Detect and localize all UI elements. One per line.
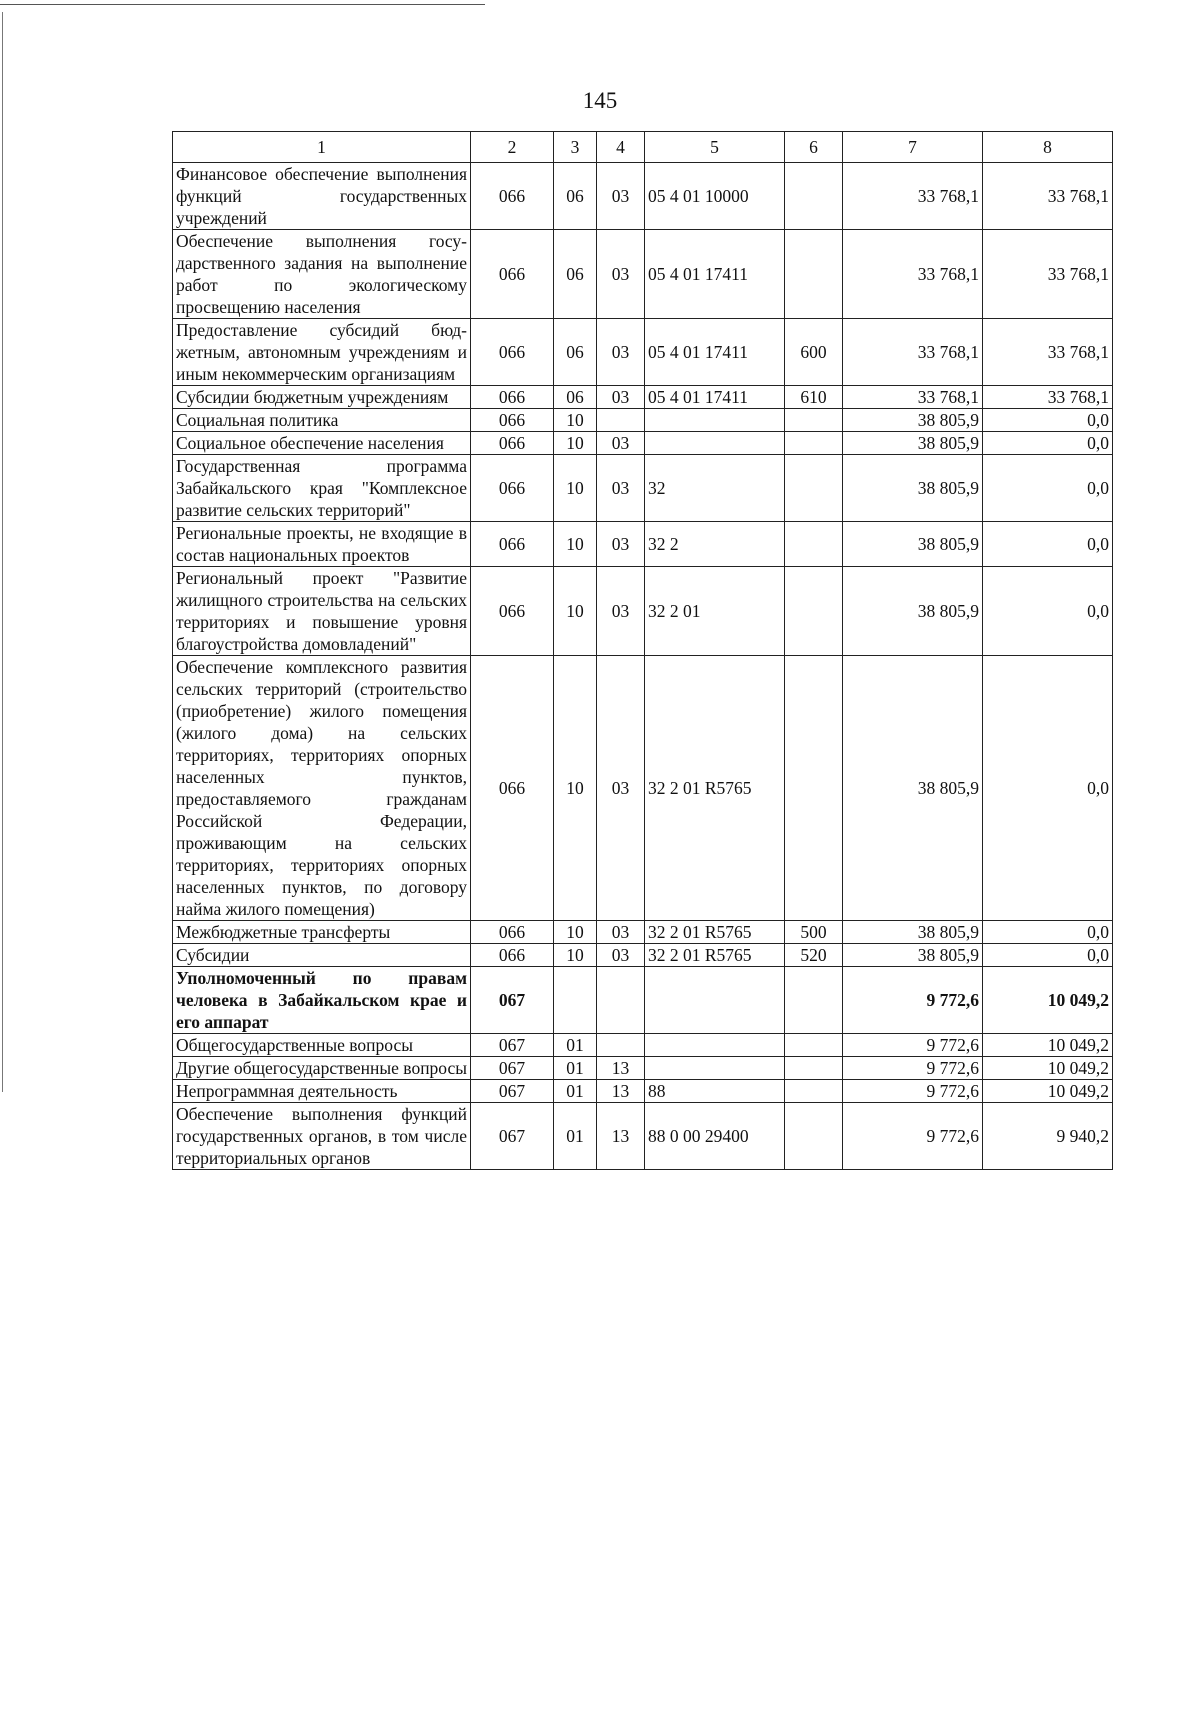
row-section-cell: 10: [554, 921, 597, 944]
row-expense-type-cell: 600: [785, 319, 843, 386]
row-amount-cell: 0,0: [983, 432, 1113, 455]
table-row: [173, 967, 1113, 1034]
row-code-cell: 067: [471, 967, 554, 1034]
row-section-cell: 10: [554, 656, 597, 921]
table-row: [173, 1080, 1113, 1103]
row-target-article-cell: 05 4 01 17411: [645, 319, 785, 386]
row-section-cell: 01: [554, 1103, 597, 1170]
row-code-cell: 066: [471, 163, 554, 230]
row-amount-cell: 38 805,9: [843, 522, 983, 567]
row-amount-cell: 33 768,1: [983, 230, 1113, 319]
table-row: [173, 522, 1113, 567]
row-subsection-cell: 03: [597, 944, 645, 967]
row-amount-cell: 33 768,1: [983, 163, 1113, 230]
row-expense-type-cell: 610: [785, 386, 843, 409]
table-row: [173, 921, 1113, 944]
row-target-article-cell: 32 2 01 R5765: [645, 944, 785, 967]
row-section-cell: [554, 967, 597, 1034]
row-section-cell: 10: [554, 432, 597, 455]
row-subsection-cell: 03: [597, 921, 645, 944]
row-subsection-cell: [597, 967, 645, 1034]
row-code-cell: 067: [471, 1103, 554, 1170]
row-target-article-cell: [645, 1057, 785, 1080]
column-header: 1: [173, 132, 471, 163]
row-expense-type-cell: [785, 455, 843, 522]
row-expense-type-cell: [785, 522, 843, 567]
row-amount-cell: 33 768,1: [843, 319, 983, 386]
row-code-cell: 067: [471, 1057, 554, 1080]
row-section-cell: 10: [554, 455, 597, 522]
row-code-cell: 067: [471, 1080, 554, 1103]
row-subsection-cell: 03: [597, 522, 645, 567]
row-section-cell: 06: [554, 386, 597, 409]
row-expense-type-cell: [785, 1103, 843, 1170]
column-header: 3: [554, 132, 597, 163]
row-code-cell: 066: [471, 567, 554, 656]
row-code-cell: 066: [471, 409, 554, 432]
row-name-cell: Непрограммная деятельность: [173, 1080, 471, 1103]
row-amount-cell: 9 772,6: [843, 1080, 983, 1103]
row-expense-type-cell: [785, 656, 843, 921]
row-target-article-cell: [645, 409, 785, 432]
row-section-cell: 10: [554, 522, 597, 567]
row-expense-type-cell: [785, 432, 843, 455]
row-name-cell: Субсидии бюджетным учреждениям: [173, 386, 471, 409]
row-target-article-cell: [645, 1034, 785, 1057]
row-section-cell: 01: [554, 1034, 597, 1057]
scan-edge-left: [2, 12, 3, 1092]
row-subsection-cell: 03: [597, 386, 645, 409]
row-amount-cell: 33 768,1: [843, 163, 983, 230]
row-code-cell: 066: [471, 319, 554, 386]
row-amount-cell: 0,0: [983, 921, 1113, 944]
table-row: [173, 1103, 1113, 1170]
row-subsection-cell: 03: [597, 567, 645, 656]
table-row: [173, 409, 1113, 432]
page-number: 145: [582, 88, 618, 113]
row-name-cell: Региональные проекты, не входящие в состав национальных проектов: [173, 522, 471, 567]
row-subsection-cell: 13: [597, 1103, 645, 1170]
row-amount-cell: 0,0: [983, 944, 1113, 967]
row-amount-cell: 38 805,9: [843, 409, 983, 432]
row-target-article-cell: 88: [645, 1080, 785, 1103]
table-row: [173, 455, 1113, 522]
row-amount-cell: 33 768,1: [983, 319, 1113, 386]
row-subsection-cell: [597, 409, 645, 432]
row-amount-cell: 38 805,9: [843, 944, 983, 967]
row-amount-cell: 9 772,6: [843, 1057, 983, 1080]
row-name-cell: Социальная политика: [173, 409, 471, 432]
table-row: [173, 163, 1113, 230]
row-amount-cell: 9 772,6: [843, 1034, 983, 1057]
table-row: [173, 319, 1113, 386]
row-expense-type-cell: 520: [785, 944, 843, 967]
row-amount-cell: 0,0: [983, 522, 1113, 567]
row-name-cell: Обеспечение выполнения функций государственных органов, в том числе территориальных органов: [173, 1103, 471, 1170]
row-amount-cell: 38 805,9: [843, 567, 983, 656]
row-amount-cell: 38 805,9: [843, 921, 983, 944]
row-amount-cell: 9 772,6: [843, 1103, 983, 1170]
row-target-article-cell: 32: [645, 455, 785, 522]
column-header: 7: [843, 132, 983, 163]
row-name-cell: Межбюджетные трансферты: [173, 921, 471, 944]
column-header: 5: [645, 132, 785, 163]
row-subsection-cell: 03: [597, 319, 645, 386]
row-amount-cell: 10 049,2: [983, 1080, 1113, 1103]
row-amount-cell: 38 805,9: [843, 455, 983, 522]
column-header: 8: [983, 132, 1113, 163]
row-name-cell: Региональный проект "Развитие жилищного строительства на сельских территориях и повышение уровня благоустройства домовладений": [173, 567, 471, 656]
row-name-cell: Общегосударственные вопросы: [173, 1034, 471, 1057]
row-name-cell: Социальное обеспечение населения: [173, 432, 471, 455]
row-code-cell: 066: [471, 921, 554, 944]
row-expense-type-cell: [785, 1080, 843, 1103]
row-expense-type-cell: [785, 967, 843, 1034]
row-target-article-cell: 05 4 01 17411: [645, 386, 785, 409]
row-amount-cell: 9 772,6: [843, 967, 983, 1034]
table-row: [173, 567, 1113, 656]
row-amount-cell: 0,0: [983, 567, 1113, 656]
row-target-article-cell: 32 2: [645, 522, 785, 567]
table-header-row: [173, 132, 1113, 163]
row-target-article-cell: 32 2 01: [645, 567, 785, 656]
row-section-cell: 01: [554, 1057, 597, 1080]
row-code-cell: 066: [471, 230, 554, 319]
column-header: 2: [471, 132, 554, 163]
row-expense-type-cell: [785, 409, 843, 432]
row-amount-cell: 33 768,1: [843, 230, 983, 319]
row-subsection-cell: 03: [597, 455, 645, 522]
row-expense-type-cell: [785, 1034, 843, 1057]
table-row: [173, 944, 1113, 967]
row-code-cell: 066: [471, 432, 554, 455]
row-code-cell: 066: [471, 522, 554, 567]
row-name-cell: Субсидии: [173, 944, 471, 967]
row-amount-cell: 10 049,2: [983, 967, 1113, 1034]
row-target-article-cell: [645, 432, 785, 455]
row-amount-cell: 9 940,2: [983, 1103, 1113, 1170]
row-subsection-cell: 13: [597, 1057, 645, 1080]
row-code-cell: 067: [471, 1034, 554, 1057]
row-amount-cell: 0,0: [983, 455, 1113, 522]
row-target-article-cell: [645, 967, 785, 1034]
row-code-cell: 066: [471, 656, 554, 921]
table-row: [173, 656, 1113, 921]
row-subsection-cell: [597, 1034, 645, 1057]
row-expense-type-cell: 500: [785, 921, 843, 944]
row-name-cell: Государственная программа Забайкальского края "Комплексное развитие сельских территорий": [173, 455, 471, 522]
row-amount-cell: 33 768,1: [983, 386, 1113, 409]
table-row: [173, 1057, 1113, 1080]
row-subsection-cell: 03: [597, 163, 645, 230]
row-code-cell: 066: [471, 386, 554, 409]
table-body: [173, 163, 1113, 1170]
row-section-cell: 06: [554, 319, 597, 386]
row-amount-cell: 33 768,1: [843, 386, 983, 409]
row-expense-type-cell: [785, 1057, 843, 1080]
row-section-cell: 10: [554, 944, 597, 967]
row-amount-cell: 0,0: [983, 409, 1113, 432]
row-name-cell: Обеспечение комплексного развития сельских территорий (строительство (приобретение) жилого помещения (жилого дома) на сельских территориях, территориях опорных населенных пунктов, предоставляемого гражданам Российской Федерации, проживающим на сельских территориях, территориях опорных населенных пунктов, по договору найма жилого помещения): [173, 656, 471, 921]
row-subsection-cell: 03: [597, 432, 645, 455]
column-header: 4: [597, 132, 645, 163]
row-section-cell: 06: [554, 230, 597, 319]
row-subsection-cell: 13: [597, 1080, 645, 1103]
table-row: [173, 1034, 1113, 1057]
row-target-article-cell: 05 4 01 10000: [645, 163, 785, 230]
scan-edge-top: [0, 4, 485, 5]
row-amount-cell: 0,0: [983, 656, 1113, 921]
row-section-cell: 06: [554, 163, 597, 230]
row-subsection-cell: 03: [597, 230, 645, 319]
table-row: [173, 386, 1113, 409]
row-subsection-cell: 03: [597, 656, 645, 921]
table-row: [173, 230, 1113, 319]
table-row: [173, 432, 1113, 455]
row-section-cell: 01: [554, 1080, 597, 1103]
row-expense-type-cell: [785, 230, 843, 319]
row-amount-cell: 10 049,2: [983, 1034, 1113, 1057]
row-expense-type-cell: [785, 567, 843, 656]
row-amount-cell: 38 805,9: [843, 656, 983, 921]
row-code-cell: 066: [471, 455, 554, 522]
row-amount-cell: 38 805,9: [843, 432, 983, 455]
row-name-cell: Обеспечение выполнения государственного задания на выполнение работ по экологическому просвещению населения: [173, 230, 471, 319]
row-target-article-cell: 32 2 01 R5765: [645, 656, 785, 921]
row-target-article-cell: 88 0 00 29400: [645, 1103, 785, 1170]
column-header: 6: [785, 132, 843, 163]
row-target-article-cell: 32 2 01 R5765: [645, 921, 785, 944]
row-expense-type-cell: [785, 163, 843, 230]
budget-table: [172, 131, 1113, 1170]
row-name-cell: Предоставление субсидий бюджетным, автономным учреждениям и иным некоммерческим организациям: [173, 319, 471, 386]
row-target-article-cell: 05 4 01 17411: [645, 230, 785, 319]
row-amount-cell: 10 049,2: [983, 1057, 1113, 1080]
row-name-cell: Уполномоченный по правам человека в Забайкальском крае и его аппарат: [173, 967, 471, 1034]
row-code-cell: 066: [471, 944, 554, 967]
row-name-cell: Финансовое обеспечение выполнения функций государственных учреждений: [173, 163, 471, 230]
row-name-cell: Другие общегосударственные вопросы: [173, 1057, 471, 1080]
row-section-cell: 10: [554, 567, 597, 656]
row-section-cell: 10: [554, 409, 597, 432]
